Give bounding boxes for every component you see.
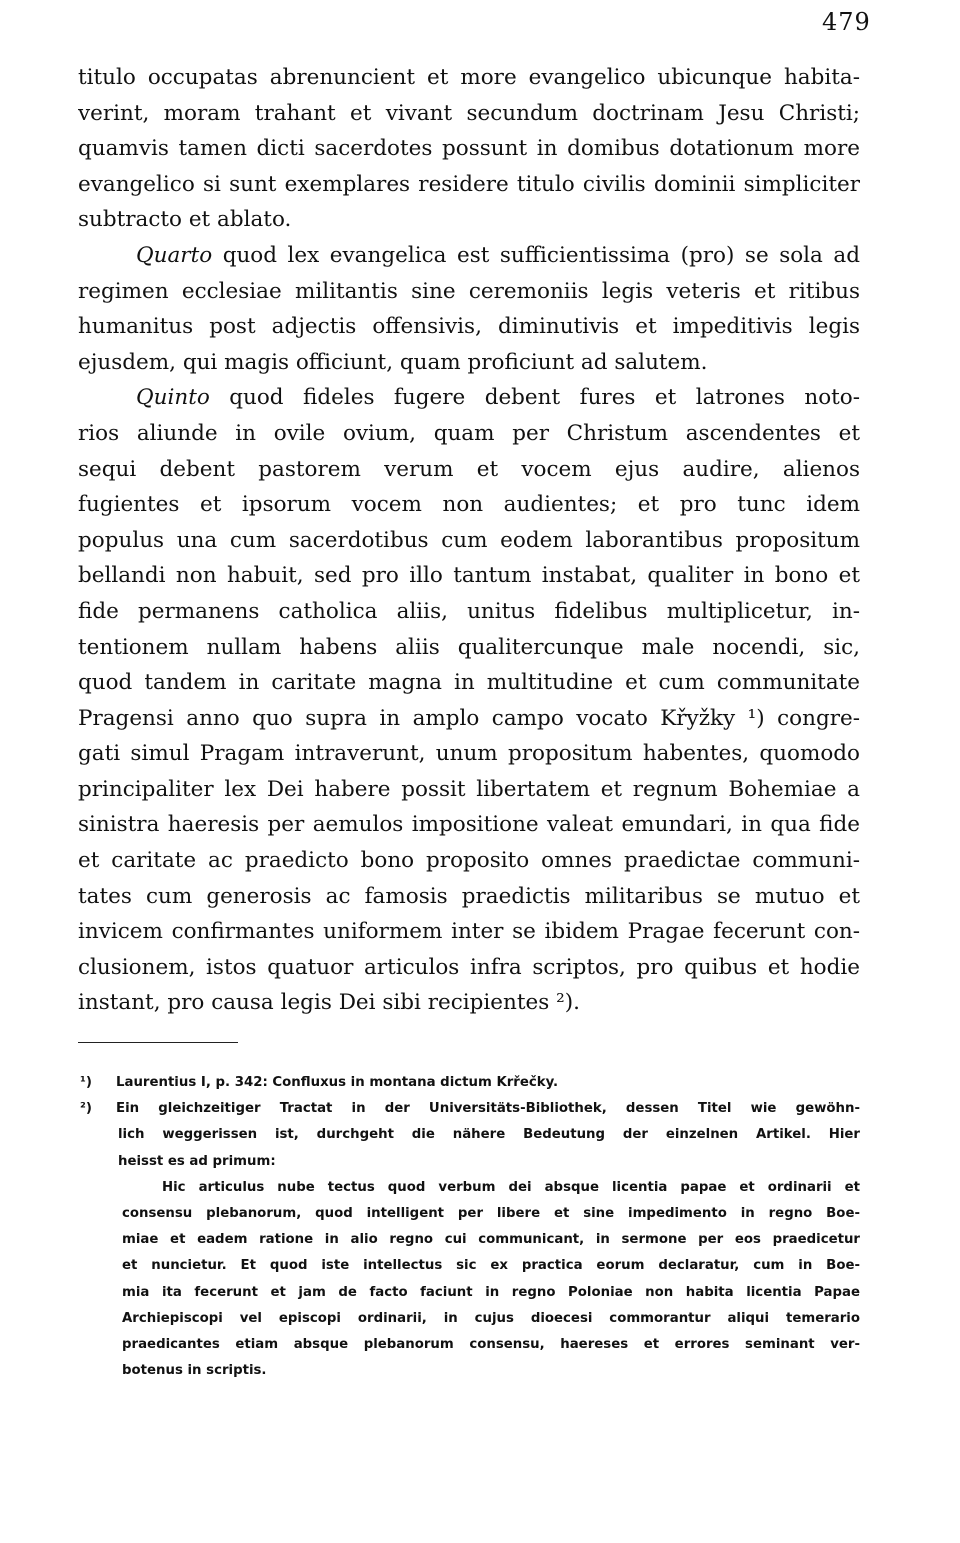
footnote-line: [80, 1070, 860, 1096]
text-line: [78, 167, 860, 203]
footnote-divider: [78, 1042, 238, 1043]
footnotes: [80, 1070, 860, 1384]
text-line: [78, 879, 860, 915]
body-text: [78, 60, 860, 1021]
footnote-text: Ein gleichzeitiger Tractat in der Universitäts-Bibliothek, dessen Titel wie gewöhn-: [116, 1101, 860, 1117]
footnote-line: [80, 1201, 860, 1227]
line-text: tates cum generosis ac famosis praedictis militaribus se mutuo et: [78, 883, 860, 909]
footnote-text: Archiepiscopi vel episcopi ordinarii, in cujus dioecesi commorantur aliqui temerario: [122, 1310, 860, 1326]
text-line: [78, 345, 860, 381]
line-text: quod fideles fugere debent fures et latrones noto-: [209, 385, 860, 411]
footnote-line: [80, 1280, 860, 1306]
text-line: [78, 96, 860, 132]
text-line: [78, 914, 860, 950]
line-text: humanitus post adjectis offensivis, diminutivis et impeditivis legis: [78, 314, 860, 340]
text-line: [78, 594, 860, 630]
line-text: quod lex evangelica est sufficientissima (pro) se sola ad: [212, 242, 860, 268]
text-line: [78, 701, 860, 737]
text-line: [78, 452, 860, 488]
footnote-line: [80, 1332, 860, 1358]
line-text: populus una cum sacerdotibus cum eodem laborantibus propositum: [78, 527, 860, 553]
footnote-line: [80, 1096, 860, 1122]
italic-keyword: Quinto: [136, 385, 210, 411]
line-text: rios aliunde in ovile ovium, quam per Christum ascendentes et: [78, 420, 860, 446]
line-text: regimen ecclesiae militantis sine ceremoniis legis veteris et ritibus: [78, 278, 860, 304]
text-line: [78, 558, 860, 594]
line-text: quamvis tamen dicti sacerdotes possunt in domibus dotationum more: [78, 136, 860, 162]
text-line: [78, 202, 860, 238]
footnote-line: [80, 1306, 860, 1332]
line-text: fide permanens catholica aliis, unitus fidelibus multiplicetur, in-: [78, 598, 860, 624]
text-line: [78, 772, 860, 808]
footnote-text: Hic articulus nube tectus quod verbum dei absque licentia papae et ordinarii et: [162, 1179, 860, 1195]
line-text: subtracto et ablato.: [78, 207, 292, 233]
line-text: sinistra haeresis per aemulos impositione valeat emundari, in qua fide: [78, 812, 860, 838]
footnote-text: mia ita fecerunt et jam de facto faciunt in regno Poloniae non habita licentia Papae: [122, 1284, 860, 1300]
text-line: [78, 630, 860, 666]
footnote-text: praedicantes etiam absque plebanorum consensu, haereses et errores seminant ver-: [122, 1336, 860, 1352]
text-line: [78, 131, 860, 167]
footnote-text: Laurentius I, p. 342: Confluxus in montana dictum Krřečky.: [116, 1075, 559, 1090]
footnote-marker: ¹): [80, 1075, 92, 1090]
text-line: [78, 238, 860, 274]
line-text: bellandi non habuit, sed pro illo tantum instabat, qualiter in bono et: [78, 563, 860, 589]
footnote-marker: ²): [80, 1101, 92, 1117]
footnote-text: lich weggerissen ist, durchgeht die nähere Bedeutung der einzelnen Artikel. Hier: [118, 1127, 860, 1143]
text-line: [78, 950, 860, 986]
text-line: [78, 380, 860, 416]
text-line: [78, 60, 860, 96]
text-line: [78, 985, 860, 1021]
footnote-line: [80, 1175, 860, 1201]
footnote-text: heisst es ad primum:: [118, 1153, 276, 1169]
footnote-text: botenus in scriptis.: [122, 1363, 267, 1379]
footnote-text: consensu plebanorum, quod intelligent per libere et sine impedimento in regno Boe-: [122, 1205, 860, 1221]
text-line: [78, 274, 860, 310]
text-line: [78, 736, 860, 772]
footnote-line: [80, 1253, 860, 1279]
footnote-text: et nuncietur. Et quod iste intellectus sic ex practica eorum declaratur, cum in Boe-: [122, 1258, 860, 1274]
line-text: Pragensi anno quo supra in amplo campo vocato Křyžky ¹) congre-: [78, 705, 860, 731]
line-text: verint, moram trahant et vivant secundum doctrinam Jesu Christi;: [78, 100, 860, 126]
text-line: [78, 807, 860, 843]
line-text: quod tandem in caritate magna in multitudine et cum communitate: [78, 670, 860, 696]
line-text: sequi debent pastorem verum et vocem ejus audire, alienos: [78, 456, 860, 482]
line-text: titulo occupatas abrenuncient et more evangelico ubicunque habita-: [78, 65, 860, 90]
text-line: [78, 665, 860, 701]
footnote-line: [80, 1122, 860, 1148]
line-text: et caritate ac praedicto bono proposito omnes praedictae communi-: [78, 848, 860, 874]
page-number: 479: [822, 8, 871, 36]
line-text: principaliter lex Dei habere possit libertatem et regnum Bohemiae a: [78, 776, 860, 802]
text-line: [78, 416, 860, 452]
footnote-text: miae et eadem ratione in alio regno cui communicant, in sermone per eos praedicetur: [122, 1232, 860, 1248]
line-text: instant, pro causa legis Dei sibi recipientes ²).: [78, 990, 580, 1016]
line-text: tentionem nullam habens aliis qualitercunque male nocendi, sic,: [78, 634, 860, 660]
line-text: gati simul Pragam intraverunt, unum propositum habentes, quomodo: [78, 741, 860, 767]
line-text: ejusdem, qui magis officiunt, quam proficiunt ad salutem.: [78, 349, 708, 375]
footnote-line: [80, 1149, 860, 1175]
footnote-line: [80, 1227, 860, 1253]
text-line: [78, 487, 860, 523]
line-text: clusionem, istos quatuor articulos infra scriptos, pro quibus et hodie: [78, 954, 860, 980]
text-line: [78, 843, 860, 879]
italic-keyword: Quarto: [136, 242, 213, 268]
text-line: [78, 523, 860, 559]
line-text: fugientes et ipsorum vocem non audientes; et pro tunc idem: [78, 492, 860, 518]
line-text: invicem confirmantes uniformem inter se ibidem Pragae fecerunt con-: [78, 919, 860, 945]
line-text: evangelico si sunt exemplares residere titulo civilis dominii simpliciter: [78, 171, 860, 197]
footnote-line: [80, 1358, 860, 1384]
text-line: [78, 309, 860, 345]
